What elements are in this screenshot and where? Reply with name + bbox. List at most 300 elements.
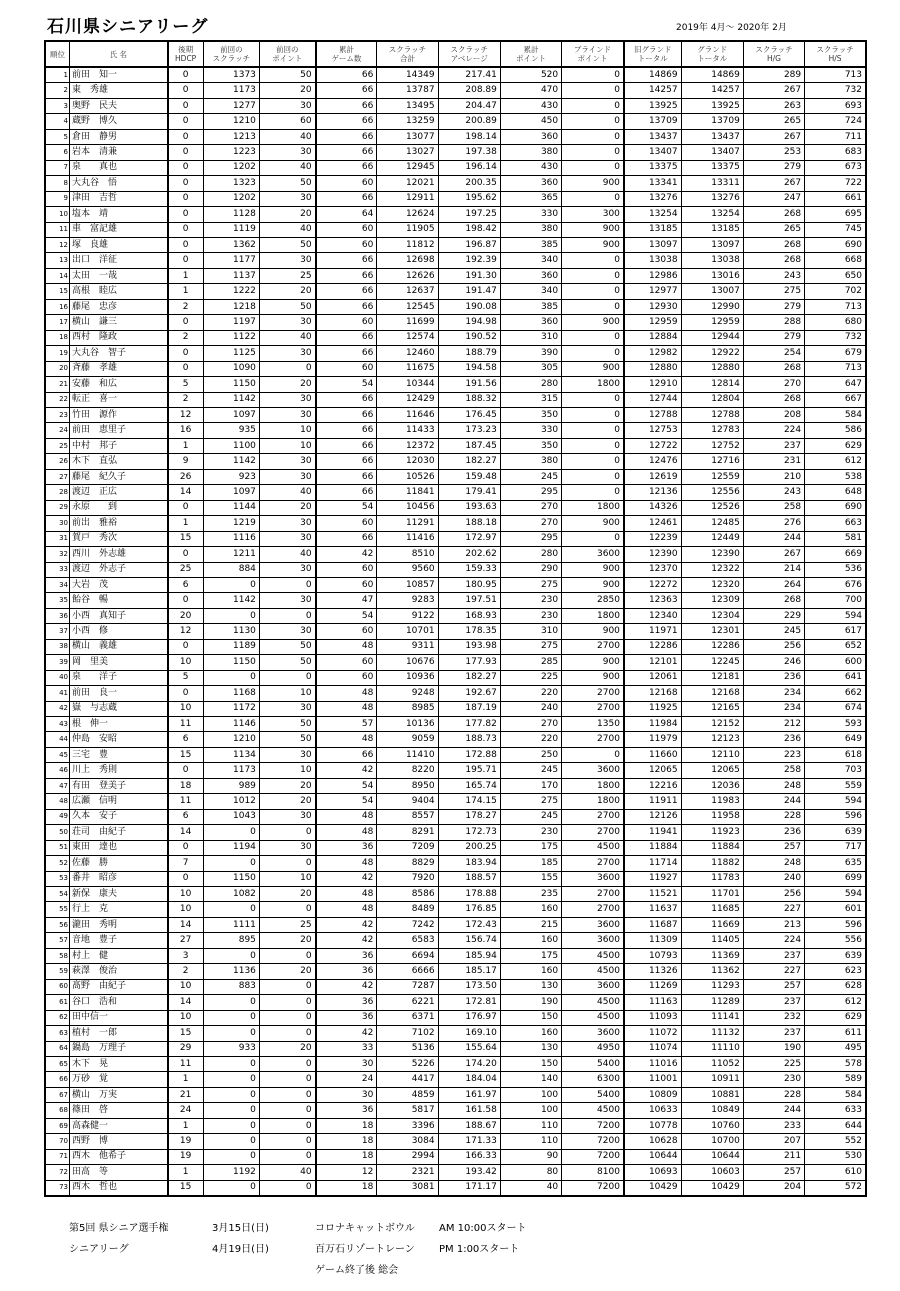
value-cell: 612: [805, 995, 866, 1010]
value-cell: 0: [562, 346, 624, 361]
table-row: [45, 778, 866, 793]
rank-cell: 30: [45, 516, 70, 531]
value-cell: 20: [168, 608, 204, 623]
value-cell: 263: [743, 98, 804, 113]
value-cell: 10676: [377, 655, 438, 670]
value-cell: 0: [168, 686, 204, 701]
table-row: [45, 485, 866, 500]
value-cell: 12126: [624, 809, 681, 824]
column-header: 前回の スクラッチ: [203, 41, 259, 67]
value-cell: 42: [316, 871, 377, 886]
value-cell: 194.98: [438, 315, 500, 330]
value-cell: 380: [500, 222, 561, 237]
value-cell: 4500: [562, 995, 624, 1010]
value-cell: 1097: [203, 485, 259, 500]
value-cell: 0: [562, 438, 624, 453]
table-row: [45, 1149, 866, 1164]
rank-cell: 35: [45, 593, 70, 608]
value-cell: 713: [805, 299, 866, 314]
player-name-cell: 横山 万実: [70, 1087, 168, 1102]
column-header: スクラッチ H/G: [743, 41, 804, 67]
value-cell: 256: [743, 639, 804, 654]
value-cell: 0: [562, 299, 624, 314]
value-cell: 66: [316, 469, 377, 484]
value-cell: 1202: [203, 191, 259, 206]
value-cell: 668: [805, 253, 866, 268]
table-row: [45, 237, 866, 252]
table-row: [45, 407, 866, 422]
value-cell: 247: [743, 191, 804, 206]
value-cell: 10136: [377, 717, 438, 732]
table-row: [45, 284, 866, 299]
rank-cell: 17: [45, 315, 70, 330]
value-cell: 2700: [562, 887, 624, 902]
rank-cell: 55: [45, 902, 70, 917]
value-cell: 66: [316, 454, 377, 469]
value-cell: 5136: [377, 1041, 438, 1056]
value-cell: 172.97: [438, 531, 500, 546]
table-row: [45, 438, 866, 453]
value-cell: 1173: [203, 763, 259, 778]
value-cell: 635: [805, 856, 866, 871]
value-cell: 11433: [377, 423, 438, 438]
player-name-cell: 東田 達也: [70, 840, 168, 855]
value-cell: 11923: [681, 825, 743, 840]
rank-cell: 1: [45, 67, 70, 83]
table-row: [45, 315, 866, 330]
value-cell: 0: [562, 268, 624, 283]
value-cell: 36: [316, 948, 377, 963]
value-cell: 11521: [624, 887, 681, 902]
value-cell: 1: [168, 1165, 204, 1180]
rank-cell: 18: [45, 330, 70, 345]
value-cell: 0: [203, 1010, 259, 1025]
note-row: [69, 1218, 669, 1239]
value-cell: 0: [259, 1026, 315, 1041]
value-cell: 33: [316, 1041, 377, 1056]
value-cell: 10: [259, 438, 315, 453]
value-cell: 1362: [203, 237, 259, 252]
value-cell: 13437: [624, 129, 681, 144]
value-cell: 12545: [377, 299, 438, 314]
value-cell: 989: [203, 778, 259, 793]
value-cell: 246: [743, 655, 804, 670]
value-cell: 50: [259, 176, 315, 191]
table-row: [45, 856, 866, 871]
value-cell: 10: [259, 763, 315, 778]
value-cell: 6: [168, 732, 204, 747]
value-cell: 40: [500, 1180, 561, 1196]
value-cell: 470: [500, 83, 561, 98]
value-cell: 12716: [681, 454, 743, 469]
value-cell: 150: [500, 1010, 561, 1025]
value-cell: 12449: [681, 531, 743, 546]
value-cell: 584: [805, 407, 866, 422]
value-cell: 60: [316, 577, 377, 592]
player-name-cell: 東 秀雄: [70, 83, 168, 98]
rank-cell: 47: [45, 778, 70, 793]
rank-cell: 46: [45, 763, 70, 778]
value-cell: 18: [168, 778, 204, 793]
player-name-cell: 岡 里美: [70, 655, 168, 670]
player-name-cell: 奥野 民夫: [70, 98, 168, 113]
player-name-cell: 村上 健: [70, 948, 168, 963]
value-cell: 7200: [562, 1118, 624, 1133]
value-cell: 13038: [624, 253, 681, 268]
value-cell: 1097: [203, 407, 259, 422]
value-cell: 3084: [377, 1134, 438, 1149]
rank-cell: 9: [45, 191, 70, 206]
table-row: [45, 207, 866, 222]
value-cell: 110: [500, 1134, 561, 1149]
value-cell: 360: [500, 268, 561, 283]
value-cell: 11701: [681, 887, 743, 902]
value-cell: 25: [259, 268, 315, 283]
value-cell: 196.14: [438, 160, 500, 175]
value-cell: 12619: [624, 469, 681, 484]
value-cell: 900: [562, 624, 624, 639]
value-cell: 900: [562, 222, 624, 237]
value-cell: 1134: [203, 747, 259, 762]
player-name-cell: 植村 一郎: [70, 1026, 168, 1041]
value-cell: 276: [743, 516, 804, 531]
value-cell: 13925: [624, 98, 681, 113]
value-cell: 13787: [377, 83, 438, 98]
value-cell: 12783: [681, 423, 743, 438]
value-cell: 4500: [562, 1103, 624, 1118]
player-name-cell: 前田 知一: [70, 67, 168, 83]
value-cell: 173.50: [438, 979, 500, 994]
value-cell: 7200: [562, 1134, 624, 1149]
value-cell: 30: [259, 392, 315, 407]
value-cell: 248: [743, 778, 804, 793]
value-cell: 639: [805, 825, 866, 840]
value-cell: 268: [743, 361, 804, 376]
value-cell: 275: [500, 639, 561, 654]
value-cell: 12: [168, 407, 204, 422]
column-header: 累計 ゲーム数: [316, 41, 377, 67]
rank-cell: 3: [45, 98, 70, 113]
value-cell: 3600: [562, 933, 624, 948]
value-cell: 182.27: [438, 454, 500, 469]
value-cell: 1150: [203, 377, 259, 392]
rank-cell: 44: [45, 732, 70, 747]
value-cell: 0: [203, 995, 259, 1010]
column-header: 順位: [45, 41, 70, 67]
value-cell: 185.94: [438, 948, 500, 963]
value-cell: 66: [316, 114, 377, 129]
value-cell: 185.17: [438, 964, 500, 979]
rank-cell: 23: [45, 407, 70, 422]
table-row: [45, 1103, 866, 1118]
value-cell: 12485: [681, 516, 743, 531]
rank-cell: 59: [45, 964, 70, 979]
value-cell: 172.43: [438, 917, 500, 932]
value-cell: 732: [805, 330, 866, 345]
value-cell: 66: [316, 145, 377, 160]
value-cell: 600: [805, 655, 866, 670]
value-cell: 10701: [377, 624, 438, 639]
value-cell: 11979: [624, 732, 681, 747]
value-cell: 54: [316, 608, 377, 623]
value-cell: 183.94: [438, 856, 500, 871]
value-cell: 0: [203, 1180, 259, 1196]
value-cell: 2700: [562, 701, 624, 716]
value-cell: 11052: [681, 1057, 743, 1072]
rank-cell: 16: [45, 299, 70, 314]
value-cell: 10: [259, 423, 315, 438]
player-name-cell: 番井 昭彦: [70, 871, 168, 886]
table-row: [45, 902, 866, 917]
value-cell: 290: [500, 562, 561, 577]
value-cell: 245: [500, 469, 561, 484]
value-cell: 275: [500, 794, 561, 809]
value-cell: 210: [743, 469, 804, 484]
value-cell: 8950: [377, 778, 438, 793]
value-cell: 650: [805, 268, 866, 283]
value-cell: 10: [168, 979, 204, 994]
table-row: [45, 83, 866, 98]
value-cell: 0: [203, 1134, 259, 1149]
value-cell: 288: [743, 315, 804, 330]
value-cell: 25: [259, 917, 315, 932]
value-cell: 36: [316, 1010, 377, 1025]
value-cell: 900: [562, 237, 624, 252]
rank-cell: 53: [45, 871, 70, 886]
value-cell: 1202: [203, 160, 259, 175]
value-cell: 12982: [624, 346, 681, 361]
value-cell: 12272: [624, 577, 681, 592]
value-cell: 236: [743, 825, 804, 840]
value-cell: 194.58: [438, 361, 500, 376]
value-cell: 236: [743, 732, 804, 747]
value-cell: 66: [316, 531, 377, 546]
value-cell: 50: [259, 717, 315, 732]
rank-cell: 58: [45, 948, 70, 963]
value-cell: 0: [168, 207, 204, 222]
value-cell: 66: [316, 407, 377, 422]
table-row: [45, 562, 866, 577]
value-cell: 13375: [681, 160, 743, 175]
value-cell: 191.47: [438, 284, 500, 299]
value-cell: 1111: [203, 917, 259, 932]
value-cell: 64: [316, 207, 377, 222]
value-cell: 48: [316, 639, 377, 654]
value-cell: 11132: [681, 1026, 743, 1041]
value-cell: 2: [168, 392, 204, 407]
table-row: [45, 253, 866, 268]
value-cell: 80: [500, 1165, 561, 1180]
value-cell: 0: [168, 83, 204, 98]
player-name-cell: 高根 睦広: [70, 284, 168, 299]
value-cell: 2: [168, 330, 204, 345]
rank-cell: 10: [45, 207, 70, 222]
value-cell: 160: [500, 1026, 561, 1041]
value-cell: 295: [500, 485, 561, 500]
value-cell: 538: [805, 469, 866, 484]
value-cell: 202.62: [438, 547, 500, 562]
value-cell: 24: [316, 1072, 377, 1087]
value-cell: 10644: [681, 1149, 743, 1164]
value-cell: 155: [500, 871, 561, 886]
value-cell: 174.15: [438, 794, 500, 809]
value-cell: 10344: [377, 377, 438, 392]
player-name-cell: 大丸谷 悟: [70, 176, 168, 191]
value-cell: 1172: [203, 701, 259, 716]
value-cell: 60: [316, 562, 377, 577]
value-cell: 156.74: [438, 933, 500, 948]
value-cell: 12065: [624, 763, 681, 778]
value-cell: 12363: [624, 593, 681, 608]
value-cell: 245: [743, 624, 804, 639]
value-cell: 232: [743, 1010, 804, 1025]
value-cell: 40: [259, 547, 315, 562]
value-cell: 207: [743, 1134, 804, 1149]
value-cell: 13925: [681, 98, 743, 113]
value-cell: 10849: [681, 1103, 743, 1118]
value-cell: 188.79: [438, 346, 500, 361]
value-cell: 200.35: [438, 176, 500, 191]
value-cell: 340: [500, 284, 561, 299]
value-cell: 11326: [624, 964, 681, 979]
value-cell: 254: [743, 346, 804, 361]
value-cell: 1144: [203, 500, 259, 515]
value-cell: 0: [203, 1103, 259, 1118]
player-name-cell: 泉 真也: [70, 160, 168, 175]
value-cell: 594: [805, 887, 866, 902]
value-cell: 11685: [681, 902, 743, 917]
rank-cell: 26: [45, 454, 70, 469]
value-cell: 159.48: [438, 469, 500, 484]
value-cell: 12165: [681, 701, 743, 716]
value-cell: 10793: [624, 948, 681, 963]
value-cell: 593: [805, 717, 866, 732]
value-cell: 649: [805, 732, 866, 747]
player-name-cell: 太田 一哉: [70, 268, 168, 283]
value-cell: 1219: [203, 516, 259, 531]
value-cell: 30: [259, 840, 315, 855]
player-name-cell: 岩本 清兼: [70, 145, 168, 160]
value-cell: 0: [562, 747, 624, 762]
value-cell: 900: [562, 361, 624, 376]
value-cell: 270: [500, 717, 561, 732]
table-row: [45, 1010, 866, 1025]
value-cell: 10: [168, 1010, 204, 1025]
value-cell: 530: [805, 1149, 866, 1164]
value-cell: 66: [316, 284, 377, 299]
value-cell: 230: [500, 608, 561, 623]
value-cell: 12: [316, 1165, 377, 1180]
value-cell: 699: [805, 871, 866, 886]
value-cell: 14: [168, 917, 204, 932]
value-cell: 30: [259, 315, 315, 330]
value-cell: 280: [500, 377, 561, 392]
player-name-cell: 鍋島 万理子: [70, 1041, 168, 1056]
player-name-cell: 渡辺 外志子: [70, 562, 168, 577]
value-cell: 230: [500, 593, 561, 608]
value-cell: 1119: [203, 222, 259, 237]
player-name-cell: 渡辺 正広: [70, 485, 168, 500]
table-row: [45, 299, 866, 314]
value-cell: 6583: [377, 933, 438, 948]
value-cell: 10429: [624, 1180, 681, 1196]
value-cell: 683: [805, 145, 866, 160]
value-cell: 180.95: [438, 577, 500, 592]
value-cell: 12021: [377, 176, 438, 191]
value-cell: 0: [259, 979, 315, 994]
value-cell: 1142: [203, 454, 259, 469]
value-cell: 280: [500, 547, 561, 562]
value-cell: 161.58: [438, 1103, 500, 1118]
value-cell: 0: [203, 1087, 259, 1102]
value-cell: 130: [500, 979, 561, 994]
value-cell: 0: [562, 67, 624, 83]
value-cell: 30: [259, 516, 315, 531]
player-name-cell: 横山 謙三: [70, 315, 168, 330]
value-cell: 1213: [203, 129, 259, 144]
value-cell: 652: [805, 639, 866, 654]
value-cell: 11884: [681, 840, 743, 855]
value-cell: 279: [743, 160, 804, 175]
player-name-cell: 倉田 静男: [70, 129, 168, 144]
value-cell: 0: [259, 670, 315, 685]
value-cell: 12959: [624, 315, 681, 330]
value-cell: 340: [500, 253, 561, 268]
value-cell: 1: [168, 268, 204, 283]
value-cell: 233: [743, 1118, 804, 1133]
table-row: [45, 67, 866, 83]
player-name-cell: 前出 雅裕: [70, 516, 168, 531]
value-cell: 12461: [624, 516, 681, 531]
player-name-cell: 西川 外志雄: [70, 547, 168, 562]
value-cell: 0: [203, 825, 259, 840]
value-cell: 54: [316, 377, 377, 392]
value-cell: 236: [743, 670, 804, 685]
value-cell: 197.38: [438, 145, 500, 160]
value-cell: 166.33: [438, 1149, 500, 1164]
value-cell: 1173: [203, 83, 259, 98]
value-cell: 0: [168, 145, 204, 160]
value-cell: 12722: [624, 438, 681, 453]
value-cell: 13437: [681, 129, 743, 144]
value-cell: 204.47: [438, 98, 500, 113]
value-cell: 10429: [681, 1180, 743, 1196]
value-cell: 54: [316, 500, 377, 515]
value-cell: 11841: [377, 485, 438, 500]
value-cell: 54: [316, 794, 377, 809]
table-row: [45, 500, 866, 515]
column-header: 累計 ポイント: [500, 41, 561, 67]
value-cell: 536: [805, 562, 866, 577]
value-cell: 385: [500, 237, 561, 252]
table-row: [45, 979, 866, 994]
value-cell: 19: [168, 1149, 204, 1164]
value-cell: 618: [805, 747, 866, 762]
value-cell: 669: [805, 547, 866, 562]
value-cell: 66: [316, 67, 377, 83]
value-cell: 581: [805, 531, 866, 546]
value-cell: 12370: [624, 562, 681, 577]
value-cell: 130: [500, 1041, 561, 1056]
value-cell: 495: [805, 1041, 866, 1056]
player-name-cell: 西木 哲也: [70, 1180, 168, 1196]
value-cell: 48: [316, 902, 377, 917]
value-cell: 57: [316, 717, 377, 732]
value-cell: 0: [562, 407, 624, 422]
table-row: [45, 717, 866, 732]
value-cell: 0: [168, 253, 204, 268]
value-cell: 8100: [562, 1165, 624, 1180]
